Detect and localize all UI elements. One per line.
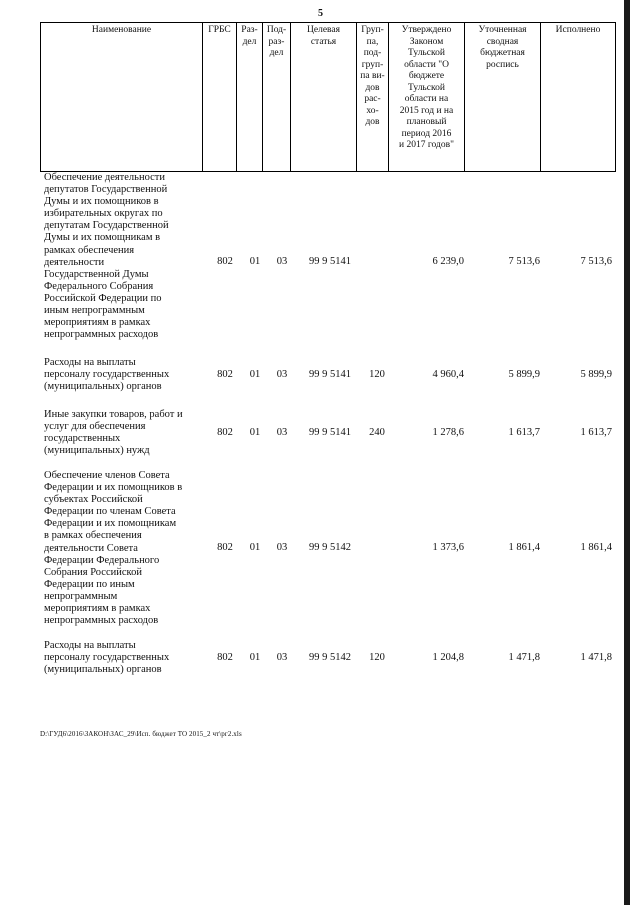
- row-name: Обеспечение деятельности депутатов Государственной Думы и их помощников в избирательных округах по депутатам Государственной Думы и их помощникам в рамках обеспечения деятельности Государственной Думы Федерального Собрания Российской Федерации по иным непрограммным мероприятиям в рамках непрограммных расходов: [44, 172, 169, 341]
- table-row: [40, 357, 615, 409]
- row-refined: 1 613,7: [508, 427, 540, 438]
- row-podrazdel: 03: [276, 256, 288, 267]
- row-refined: 1 471,8: [508, 652, 540, 663]
- row-vid: 240: [369, 427, 385, 438]
- column-header-refined: Уточненная сводная бюджетная роспись: [465, 23, 541, 172]
- row-approved: 1 278,6: [432, 427, 464, 438]
- row-executed: 5 899,9: [580, 369, 612, 380]
- row-vid: 120: [369, 652, 385, 663]
- scan-edge-bar: [624, 0, 630, 905]
- row-podrazdel: 03: [276, 369, 288, 380]
- table-row: [40, 470, 615, 640]
- row-razdel: 01: [249, 542, 261, 553]
- column-header-executed: Исполнено: [541, 23, 616, 172]
- row-name: Иные закупки товаров, работ и услуг для обеспечения государственных (муниципальных) нужд: [44, 409, 183, 457]
- row-name: Обеспечение членов Совета Федерации и их помощников в субъектах Российской Федерации по членам Совета Федерации и их помощникам в рамках обеспечения деятельности Совета Федерации Федерального Собрания Российской Федерации по иным непрограммным мероприятиям в рамках непрограммных расходов: [44, 470, 183, 627]
- row-approved: 4 960,4: [432, 369, 464, 380]
- row-executed: 1 613,7: [580, 427, 612, 438]
- column-header-podrazdel: Под- раз- дел: [263, 23, 291, 172]
- file-path-footer: D:\ГУД6\2016\ЗАКОН\ЗАС_29\Исп. бюджет ТО 2015_2 чт\рг2.xls: [40, 730, 242, 738]
- row-approved: 1 373,6: [432, 542, 464, 553]
- row-target: 99 9 5141: [309, 427, 351, 438]
- row-razdel: 01: [249, 369, 261, 380]
- row-razdel: 01: [249, 652, 261, 663]
- table-row: [40, 640, 615, 684]
- row-executed: 7 513,6: [580, 256, 612, 267]
- row-name: Расходы на выплаты персоналу государственных (муниципальных) органов: [44, 357, 170, 393]
- row-razdel: 01: [249, 427, 261, 438]
- row-grbs: 802: [217, 652, 233, 663]
- row-target: 99 9 5141: [309, 369, 351, 380]
- row-target: 99 9 5142: [309, 542, 351, 553]
- column-header-razdel: Раз- дел: [237, 23, 263, 172]
- row-refined: 7 513,6: [508, 256, 540, 267]
- column-header-approved: Утверждено Законом Тульской области "О бюджете Тульской области на 2015 год и на плановый период 2016 и 2017 годов": [389, 23, 465, 172]
- row-razdel: 01: [249, 256, 261, 267]
- row-executed: 1 861,4: [580, 542, 612, 553]
- row-grbs: 802: [217, 369, 233, 380]
- row-target: 99 9 5141: [309, 256, 351, 267]
- row-grbs: 802: [217, 542, 233, 553]
- column-header-vid: Груп- па, под- груп- па ви- дов рас- хо- дов: [357, 23, 389, 172]
- page-number: 5: [318, 8, 323, 19]
- row-approved: 1 204,8: [432, 652, 464, 663]
- table-body: [40, 172, 615, 684]
- row-podrazdel: 03: [276, 652, 288, 663]
- row-refined: 1 861,4: [508, 542, 540, 553]
- row-podrazdel: 03: [276, 427, 288, 438]
- table-row: [40, 409, 615, 470]
- row-target: 99 9 5142: [309, 652, 351, 663]
- row-grbs: 802: [217, 256, 233, 267]
- column-header-grbs: ГРБС: [203, 23, 237, 172]
- row-podrazdel: 03: [276, 542, 288, 553]
- row-executed: 1 471,8: [580, 652, 612, 663]
- table-header: [40, 22, 616, 172]
- row-approved: 6 239,0: [432, 256, 464, 267]
- column-header-name: Наименование: [41, 23, 203, 172]
- row-grbs: 802: [217, 427, 233, 438]
- column-header-target: Целевая статья: [291, 23, 357, 172]
- table-row: [40, 172, 615, 357]
- row-vid: 120: [369, 369, 385, 380]
- row-name: Расходы на выплаты персоналу государственных (муниципальных) органов: [44, 640, 170, 676]
- row-refined: 5 899,9: [508, 369, 540, 380]
